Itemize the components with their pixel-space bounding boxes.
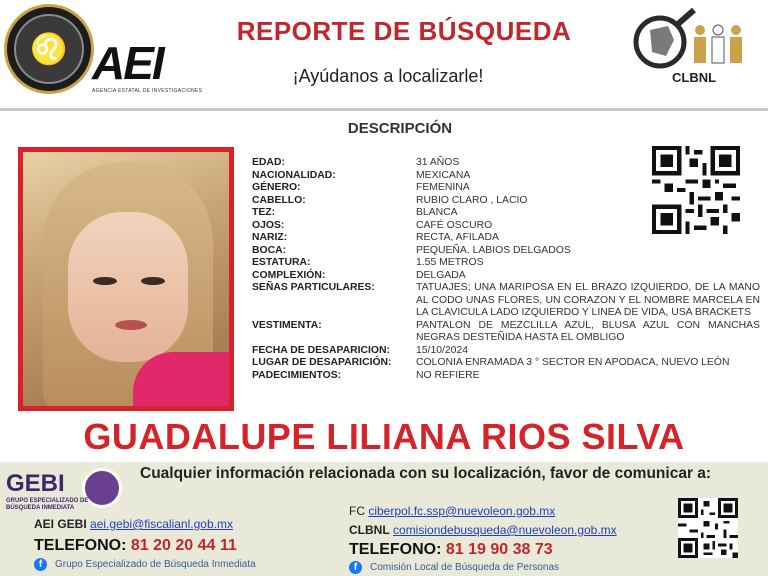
fiscalia-seal-logo <box>4 4 94 94</box>
phone-left-number[interactable]: 81 20 20 44 11 <box>130 537 237 554</box>
detail-row: EDAD: 31 AÑOS <box>252 157 460 168</box>
page-subtitle: ¡Ayúdanos a localizarle! <box>292 66 484 86</box>
detail-row: CABELLO: RUBIO CLARO , LACIO <box>252 194 528 206</box>
aei-logo: AEI <box>92 37 163 89</box>
detail-row: LUGAR DE DESAPARICIÓN: COLONIA ENRAMADA 3 ° SECTOR EN APODACA, NUEVO LEÓN <box>252 357 730 368</box>
page-title: REPORTE DE BÚSQUEDA <box>236 16 572 46</box>
phone-right: TELEFONO: 81 19 90 38 73 <box>349 541 553 558</box>
facebook-link-right[interactable]: f Comisión Local de Búsqueda de Personas <box>349 561 559 574</box>
qr-code-icon[interactable] <box>678 498 738 558</box>
detail-row: NACIONALIDAD: MEXICANA <box>252 169 471 181</box>
detail-row: SEÑAS PARTICULARES: TATUAJES; UNA MARIPOSA EN EL BRAZO IZQUIERDO, DE LA MANO AL CODO UNAS FLORES, UN CORAZON Y EL NOMBRE MARCELA EN LA CLAVICULA LADO IZQUIERDO Y LINEA DE VIDA, USA BRACKETS <box>252 282 760 318</box>
facebook-icon: f <box>349 561 362 574</box>
detail-row: GÉNERO: FEMENINA <box>252 182 470 193</box>
missing-person-name: GUADALUPE LILIANA RIOS SILVA <box>83 416 685 457</box>
detail-row: OJOS: CAFÉ OSCURO <box>252 219 493 231</box>
description-title: DESCRIPCIÓN <box>347 120 453 137</box>
gebi-logo-subtitle: GRUPO ESPECIALIZADO DE BÚSQUEDA INMEDIATA <box>6 498 89 511</box>
aei-gebi-contact: AEI GEBI aei.gebi@fiscalianl.gob.mx <box>34 517 233 531</box>
phone-left: TELEFONO: 81 20 20 44 11 <box>34 537 237 554</box>
detail-row: PADECIMIENTOS: NO REFIERE <box>252 369 480 381</box>
facebook-icon: f <box>34 558 47 571</box>
lion-icon: ♌ <box>14 14 84 84</box>
detail-row: NARIZ: RECTA, AFILADA <box>252 232 499 243</box>
missing-person-photo <box>18 147 234 411</box>
clbnl-email-link[interactable]: comisiondebusqueda@nuevoleon.gob.mx <box>393 523 617 537</box>
detail-row: TEZ: BLANCA <box>252 207 458 218</box>
contact-call-to-action: Cualquier información relacionada con su localización, favor de comunicar a: <box>140 465 712 482</box>
phone-right-number[interactable]: 81 19 90 38 73 <box>445 541 553 558</box>
detail-row: BOCA: PEQUEÑA. LABIOS DELGADOS <box>252 244 571 256</box>
detail-row: COMPLEXIÓN: DELGADA <box>252 269 466 281</box>
fc-contact: FC ciberpol.fc.ssp@nuevoleon.gob.mx <box>349 504 556 518</box>
qr-code-icon[interactable] <box>652 146 740 234</box>
detail-row: VESTIMENTA: PANTALON DE MEZCLILLA AZUL, BLUSA AZUL CON MANCHAS NEGRAS DESTEÑIDA HASTA EL OMBLIGO <box>252 319 760 343</box>
fc-email-link[interactable]: ciberpol.fc.ssp@nuevoleon.gob.mx <box>368 504 556 518</box>
aei-logo-subtitle: AGENCIA ESTATAL DE INVESTIGACIONES <box>92 88 203 94</box>
facebook-link-left[interactable]: f Grupo Especializado de Búsqueda Inmediata <box>34 558 256 571</box>
people-icon <box>694 25 742 63</box>
detail-row: ESTATURA: 1.55 METROS <box>252 257 484 268</box>
clbnl-contact: CLBNL comisiondebusqueda@nuevoleon.gob.mx <box>349 523 617 537</box>
header-divider <box>0 108 768 111</box>
gebi-logo: GEBI <box>6 470 65 497</box>
aei-gebi-email-link[interactable]: aei.gebi@fiscalianl.gob.mx <box>90 517 233 531</box>
clbnl-label: CLBNL <box>672 70 717 85</box>
detail-row: FECHA DE DESAPARICION: 15/10/2024 <box>252 344 469 356</box>
map-search-icon <box>636 10 694 66</box>
